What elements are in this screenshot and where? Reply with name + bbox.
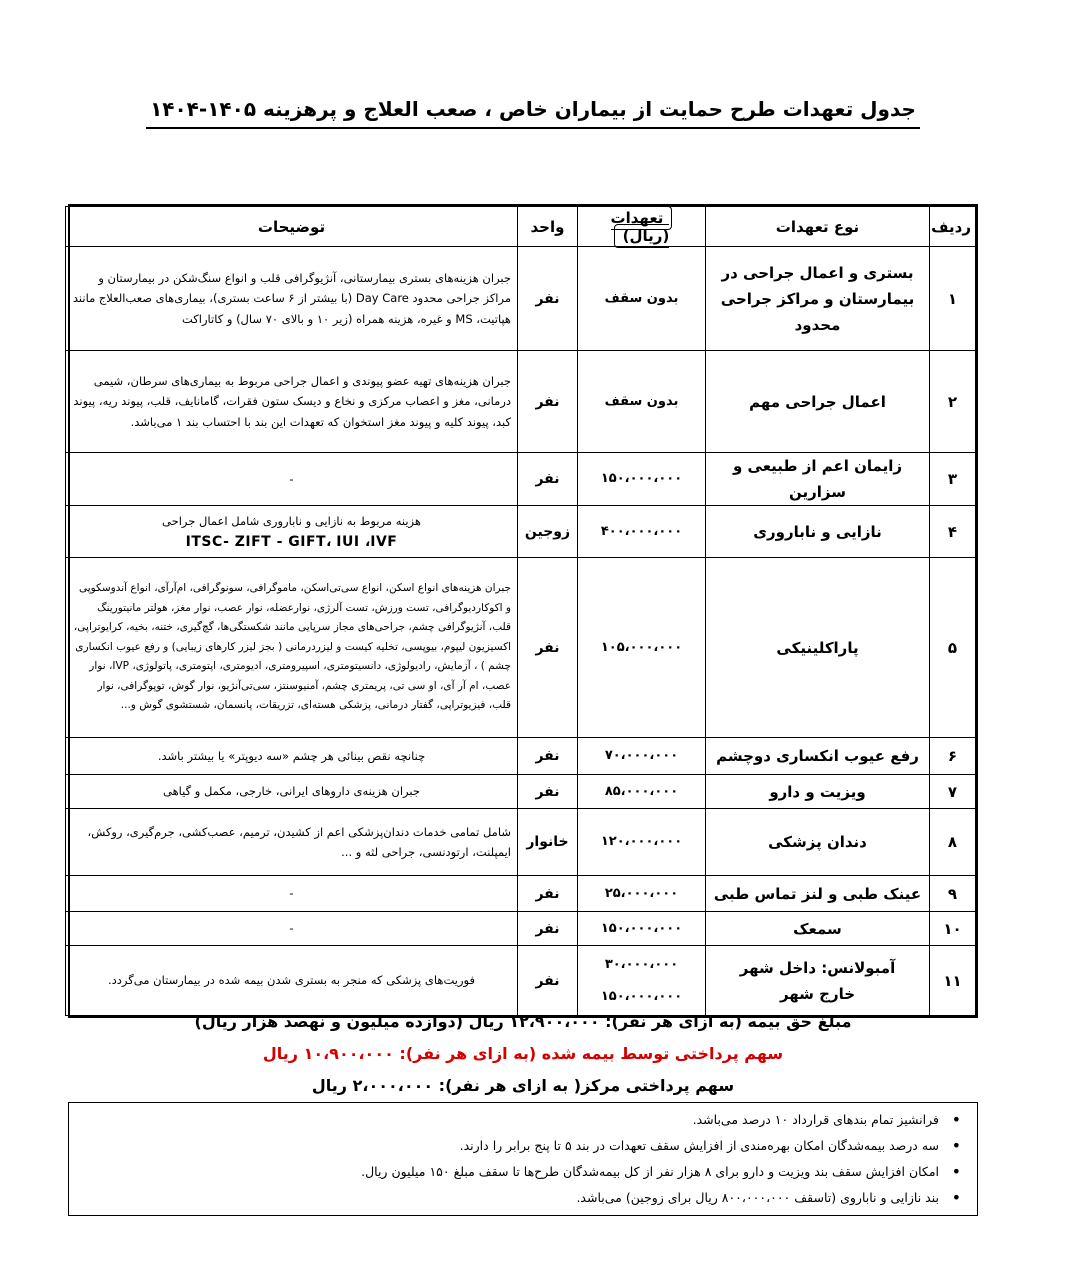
center-share: سهم پرداختی مرکز( به ازای هر نفر): ۲،۰۰۰،۰۰۰ ریال <box>311 1076 735 1095</box>
row-number: ۴ <box>930 506 976 558</box>
commitment-amount: ۷۰،۰۰۰،۰۰۰ <box>578 738 706 775</box>
row-number: ۱ <box>930 247 976 351</box>
page-title <box>0 86 1066 129</box>
commitment-type: اعمال جراحی مهم <box>706 351 930 453</box>
table-row <box>66 453 976 506</box>
commitment-amount: ۸۵،۰۰۰،۰۰۰ <box>578 775 706 809</box>
row-number: ۲ <box>930 351 976 453</box>
commitment-description: - <box>66 876 518 912</box>
commitment-amount: ۱۵۰،۰۰۰،۰۰۰ <box>578 453 706 506</box>
commitment-type: بستری و اعمال جراحی در بیمارستان و مراکز جراحی محدود <box>706 247 930 351</box>
commitment-unit: نفر <box>518 946 578 1016</box>
commitment-description: فوریت‌های پزشکی که منجر به بستری شدن بیمه شده در بیمارستان می‌گردد. <box>66 946 518 1016</box>
notes-list <box>83 1107 963 1211</box>
header-type: نوع تعهدات <box>706 207 930 247</box>
note-item: • سه درصد بیمه‌شدگان امکان بهره‌مندی از افزایش سقف تعهدات در بند ۵ تا پنج برابر را دارند. <box>83 1133 963 1159</box>
commitments-table <box>68 204 978 1018</box>
row-number: ۸ <box>930 809 976 876</box>
commitment-unit: زوجین <box>518 506 578 558</box>
insured-share: سهم پرداختی توسط بیمه شده (به ازای هر نفر): ۱۰،۹۰۰،۰۰۰ ریال <box>262 1044 784 1063</box>
commitment-amount <box>578 946 706 1016</box>
commitment-description: جبران هزینه‌های تهیه عضو پیوندی و اعمال جراحی مربوط به بیماری‌های سرطان، شیمی درمانی، مغز و اعصاب مرکزی و نخاع و دیسک ستون فقرات، گامانایف، قلب، پیوند ریه، پیوند کبد، پیوند کلیه و پیوند مغز استخوان که تعهدات این بند با احتساب بند ۱ می‌باشد. <box>66 351 518 453</box>
commitment-unit: نفر <box>518 912 578 946</box>
commitment-amount: ۱۰۵،۰۰۰،۰۰۰ <box>578 558 706 738</box>
commitment-unit: نفر <box>518 351 578 453</box>
commitment-type: پاراکلینیکی <box>706 558 930 738</box>
commitment-description: چنانچه نقص بینائی هر چشم «سه دیوپتر» یا بیشتر باشد. <box>66 738 518 775</box>
commitment-type: سمعک <box>706 912 930 946</box>
row-number: ۱۰ <box>930 912 976 946</box>
commitment-type <box>706 946 930 1016</box>
commitment-unit: نفر <box>518 558 578 738</box>
table-row <box>66 738 976 775</box>
commitment-unit: نفر <box>518 453 578 506</box>
description-procedures: ITSC- ZIFT - GIFT، IUI ،IVF <box>185 533 398 550</box>
row-number: ۱۱ <box>930 946 976 1016</box>
commitment-type: دندان پزشکی <box>706 809 930 876</box>
header-row-number: ردیف <box>930 207 976 247</box>
commitment-description: - <box>66 912 518 946</box>
commitment-amount: بدون سقف <box>578 247 706 351</box>
commitment-unit: نفر <box>518 247 578 351</box>
commitment-description: جبران هزینه‌ی داروهای ایرانی، خارجی، مکمل و گیاهی <box>66 775 518 809</box>
commitment-type: نازایی و ناباروری <box>706 506 930 558</box>
table-header-row <box>66 207 976 247</box>
row-number: ۷ <box>930 775 976 809</box>
table-row <box>66 775 976 809</box>
row-number: ۹ <box>930 876 976 912</box>
commitment-type: ویزیت و دارو <box>706 775 930 809</box>
table-row <box>66 558 976 738</box>
premium-amount: مبلغ حق بیمه (به ازای هر نفر): ۱۲،۹۰۰،۰۰۰ ریال (دوازده میلیون و نهصد هزار ریال) <box>194 1012 852 1031</box>
row-number: ۳ <box>930 453 976 506</box>
row-number: ۶ <box>930 738 976 775</box>
commitment-description: جبران هزینه‌های انواع اسکن، انواع سی‌تی‌اسکن، ماموگرافی، سونوگرافی، ام‌آرآی، انواع آندوسکوپی و اکوکاردیوگرافی، تست ورزش، تست آلرژی، نوارعضله، نوار عصب، نوار مغز، هولتر مانیتورینگ قلب، آنژیوگرافی چشم، جراحی‌های مجاز سرپایی مانند شکستگی‌ها، گچ‌گیری، ختنه، بخیه، کرایوتراپی، اکسیزیون لیپوم، بیوپسی، تخلیه کیست و لیزردرمانی ( بجز لیزر کارهای زیبایی) و رفع عیوب انکساری چشم ) ، آزمایش، رادیولوژی، دانسیتومتری، اسپیرومتری، ادیومتری، اپتومتری، پاتولوژی، IVP، نوار عصب، ام آر آی، او سی تی، پریمتری چشم، آمنیوسنتز، سی‌تی‌آنژیو، نوار گوش، توپوگرافی، نوار قلب، فیزیوتراپی، گفتار درمانی، پزشکی هسته‌ای، تزریقات، پانسمان، شستشوی گوش و... <box>66 558 518 738</box>
commitment-unit: نفر <box>518 775 578 809</box>
commitment-amount: ۱۵۰،۰۰۰،۰۰۰ <box>578 912 706 946</box>
header-description: توضیحات <box>66 207 518 247</box>
commitment-description: شامل تمامی خدمات دندان‌پزشکی اعم از کشیدن، ترمیم، عصب‌کشی، جرم‌گیری، روکش، ایمپلنت، ارتودنسی، جراحی لثه و ... <box>66 809 518 876</box>
table-row <box>66 506 976 558</box>
commitment-unit: نفر <box>518 738 578 775</box>
commitment-amount: ۴۰۰،۰۰۰،۰۰۰ <box>578 506 706 558</box>
description-line: هزینه مربوط به نازایی و ناباروری شامل اعمال جراحی <box>162 514 421 528</box>
note-item: • بند نازایی و ناباروی (تاسقف ۸۰۰،۰۰۰،۰۰۰ ریال برای زوجین) می‌باشد. <box>83 1185 963 1211</box>
note-item: • فرانشیز تمام بندهای قرارداد ۱۰ درصد می‌باشد. <box>83 1107 963 1133</box>
table-row <box>66 876 976 912</box>
row-number: ۵ <box>930 558 976 738</box>
commitment-type: رفع عیوب انکساری دوچشم <box>706 738 930 775</box>
table-row <box>66 351 976 453</box>
commitment-description: جبران هزینه‌های بستری بیمارستانی، آنژیوگرافی قلب و انواع سنگ‌شکن در بیمارستان و مراکز جراحی محدود Day Care (با بیشتر از ۶ ساعت بستری)، بیماری‌های صعب‌العلاج مانند هپاتیت، MS و غیره، هزینه همراه (زیر ۱۰ و بالای ۷۰ سال) و کاتاراکت <box>66 247 518 351</box>
commitment-amount: ۱۲۰،۰۰۰،۰۰۰ <box>578 809 706 876</box>
header-amount <box>578 207 706 247</box>
commitment-amount: بدون سقف <box>578 351 706 453</box>
ambulance-city-amount: ۳۰،۰۰۰،۰۰۰ <box>604 956 679 972</box>
header-amount-label: تعهدات (ریال) <box>611 206 673 248</box>
ambulance-outside-amount: ۱۵۰،۰۰۰،۰۰۰ <box>600 988 683 1004</box>
ambulance-outside-label: خارج شهر <box>779 984 856 1003</box>
header-unit: واحد <box>518 207 578 247</box>
premium-summary <box>68 1006 978 1102</box>
note-item: • امکان افزایش سقف بند ویزیت و دارو برای ۸ هزار نفر از کل بیمه‌شدگان طرح‌ها تا سقف مبلغ ۱۵۰ میلیون ریال. <box>83 1159 963 1185</box>
table-row <box>66 809 976 876</box>
ambulance-city-label: آمبولانس: داخل شهر <box>739 958 896 977</box>
table-row <box>66 247 976 351</box>
page-title-text: جدول تعهدات طرح حمایت از بیماران خاص ، صعب العلاج و پرهزینه ۱۴۰۵-۱۴۰۴ <box>146 97 920 129</box>
commitment-unit: نفر <box>518 876 578 912</box>
commitment-description <box>66 506 518 558</box>
commitment-unit: خانوار <box>518 809 578 876</box>
table-row <box>66 946 976 1016</box>
notes-box <box>68 1102 978 1216</box>
table-row <box>66 912 976 946</box>
commitment-type: عینک طبی و لنز تماس طبی <box>706 876 930 912</box>
commitment-type: زایمان اعم از طبیعی و سزارین <box>706 453 930 506</box>
commitment-description: - <box>66 453 518 506</box>
commitment-amount: ۲۵،۰۰۰،۰۰۰ <box>578 876 706 912</box>
